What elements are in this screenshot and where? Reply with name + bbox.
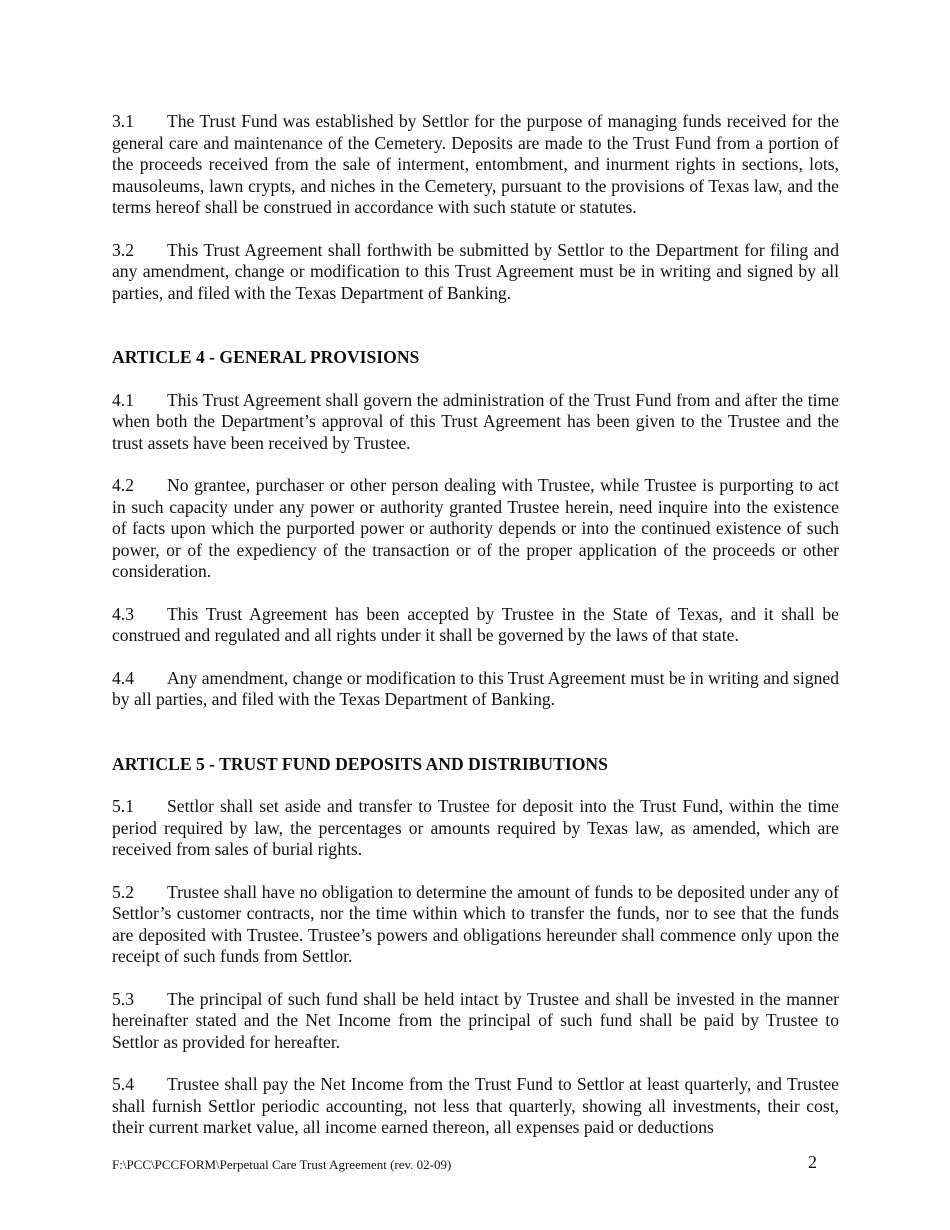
section-text: This Trust Agreement shall govern the administration of the Trust Fund from and after the time when both the Department’s approval of this Trust Agreement has been given to the Trustee and the trust assets have been received by Trustee. [112, 389, 839, 453]
paragraph-5-2 [112, 882, 839, 968]
section-number: 3.1 [112, 111, 134, 131]
article-5-heading: ARTICLE 5 - TRUST FUND DEPOSITS AND DISTRIBUTIONS [112, 753, 608, 774]
paragraph-3-1 [112, 111, 839, 219]
section-number: 3.2 [112, 239, 134, 260]
section-text: Any amendment, change or modification to this Trust Agreement must be in writing and signed by all parties, and filed with the Texas Department of Banking. [112, 667, 839, 709]
section-text: Trustee shall have no obligation to determine the amount of funds to be deposited under any of Settlor’s customer contracts, nor the time within which to transfer the funds, nor to see that the funds are deposited with Trustee. Trustee’s powers and obligations hereunder shall commence only upon the receipt of such funds from Settlor. [112, 881, 839, 966]
section-text: Settlor shall set aside and transfer to Trustee for deposit into the Trust Fund, within the time period required by law, the percentages or amounts required by Texas law, as amended, which are received from sales of burial rights. [112, 796, 839, 859]
section-number: 5.1 [112, 796, 134, 816]
paragraph-4-3 [112, 604, 839, 647]
section-text: This Trust Agreement shall forthwith be submitted by Settlor to the Department for filing and any amendment, change or modification to this Trust Agreement must be in writing and signed by all parties, and filed with the Texas Department of Banking. [112, 239, 839, 303]
article-4-heading: ARTICLE 4 - GENERAL PROVISIONS [112, 347, 420, 367]
section-text: This Trust Agreement has been accepted by Trustee in the State of Texas, and it shall be construed and regulated and all rights under it shall be governed by the laws of that state. [112, 603, 839, 645]
section-text: No grantee, purchaser or other person dealing with Trustee, while Trustee is purporting to act in such capacity under any power or authority granted Trustee herein, need inquire into the existence of facts upon which the purported power or authority depends or into the continued existence of such power, or of the expediency of the transaction or of the proper application of the proceeds or other consideration. [112, 475, 839, 581]
paragraph-4-1 [112, 390, 839, 455]
paragraph-5-3 [112, 989, 839, 1054]
document-body [112, 111, 839, 1160]
section-number: 5.3 [112, 988, 134, 1009]
section-number: 4.4 [112, 667, 134, 688]
paragraph-3-2 [112, 240, 839, 305]
section-number: 4.2 [112, 475, 134, 495]
section-number: 4.1 [112, 389, 134, 410]
paragraph-5-1 [112, 796, 839, 861]
section-number: 4.3 [112, 603, 134, 624]
paragraph-4-2 [112, 475, 839, 583]
section-text: Trustee shall pay the Net Income from the Trust Fund to Settlor at least quarterly, and Trustee shall furnish Settlor periodic accounting, not less that quarterly, showing all investments, their cost, their current market value, all income earned thereon, all expenses paid or deductions [112, 1074, 839, 1137]
page-number: 2 [808, 1152, 817, 1172]
section-text: The Trust Fund was established by Settlor for the purpose of managing funds received for the general care and maintenance of the Cemetery. Deposits are made to the Trust Fund from a portion of the proceeds received from the sale of interment, entombment, and inurment rights in sections, lots, mausoleums, lawn crypts, and niches in the Cemetery, pursuant to the provisions of Texas law, and the terms hereof shall be construed in accordance with such statute or statutes. [112, 111, 839, 217]
section-number: 5.4 [112, 1074, 134, 1094]
paragraph-5-4 [112, 1074, 839, 1139]
paragraph-4-4 [112, 668, 839, 711]
section-text: The principal of such fund shall be held intact by Trustee and shall be invested in the manner hereinafter stated and the Net Income from the principal of such fund shall be paid by Trustee to Settlor as provided for hereafter. [112, 988, 839, 1052]
section-number: 5.2 [112, 881, 134, 902]
footer-file-path: F:\PCC\PCCFORM\Perpetual Care Trust Agreement (rev. 02-09) [112, 1157, 452, 1172]
